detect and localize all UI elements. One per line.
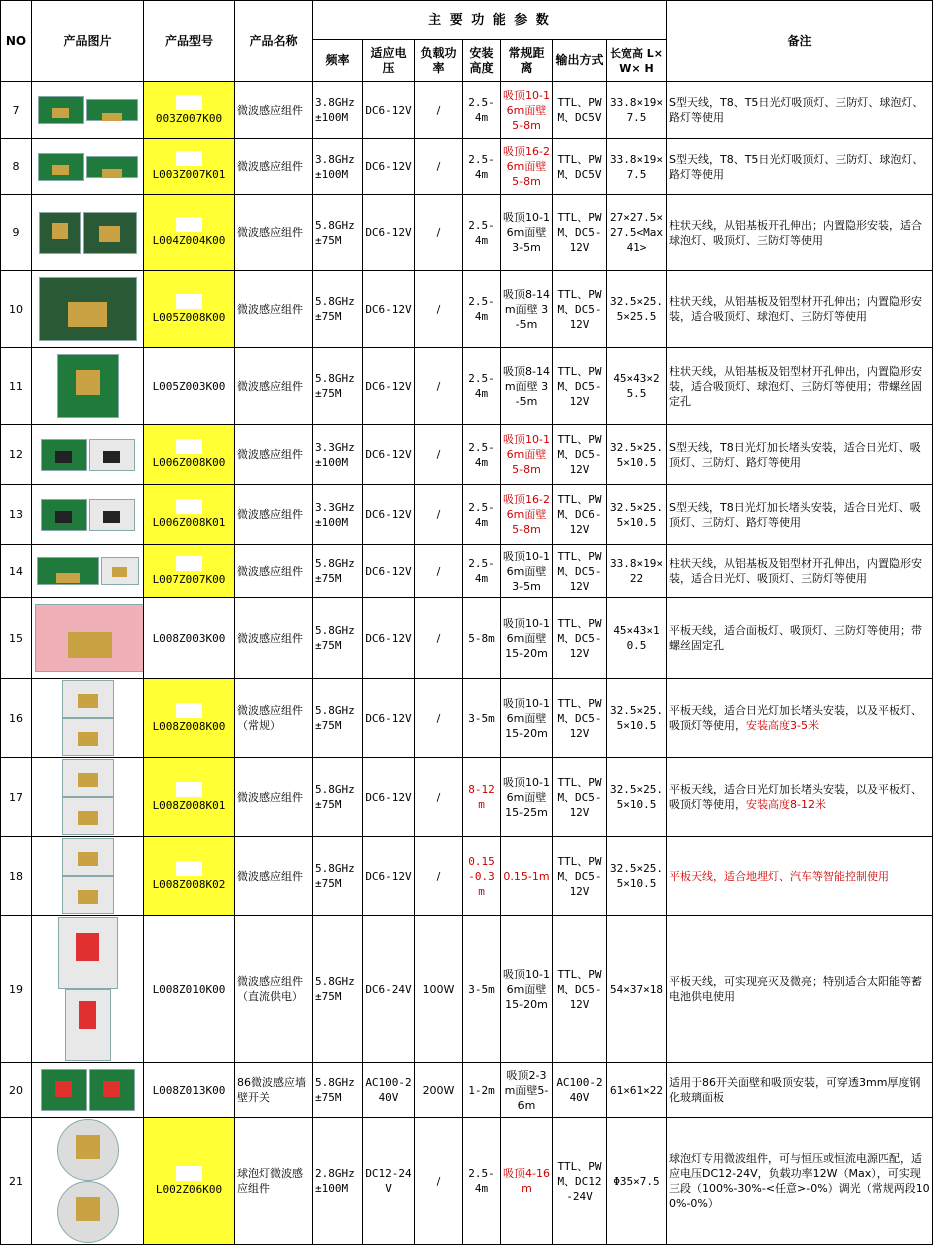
load-power: / [415,679,463,758]
voltage: DC6-12V [363,195,415,271]
install-height: 2.5-4m [463,195,501,271]
pcb-photo [86,156,138,178]
voltage: DC6-12V [363,758,415,837]
model-number: L002Z06K00 [155,1182,223,1196]
header-load: 负载功率 [415,40,463,82]
remark [667,485,933,545]
table-row [1,545,933,598]
load-power: / [415,545,463,598]
output-mode: TTL、PWM、DC5-12V [553,348,607,425]
load-power: / [415,758,463,837]
pcb-photo [101,557,139,585]
pcb-photo [41,439,87,471]
product-image [32,598,144,679]
pcb-photo [62,718,114,756]
output-mode: TTL、PWM、DC5-12V [553,598,607,679]
remark [667,139,933,195]
row-no: 16 [1,679,32,758]
row-no: 10 [1,271,32,348]
pcb-photo [62,876,114,914]
header-name: 产品名称 [235,1,313,82]
model-number: L008Z008K02 [152,877,226,891]
product-name: 微波感应组件 [235,195,313,271]
product-name: 微波感应组件 [235,271,313,348]
install-height: 0.15-0.3m [463,837,501,916]
install-height: 2.5-4m [463,139,501,195]
product-name: 微波感应组件 [235,348,313,425]
frequency: 2.8GHz ±100M [313,1118,363,1245]
install-height: 2.5-4m [463,348,501,425]
model-number: L008Z013K00 [152,1083,226,1097]
install-height: 2.5-4m [463,82,501,139]
model-cell [144,545,235,598]
pcb-photo [62,838,114,876]
detect-distance: 吸顶10-16m面壁 3-5m [501,195,553,271]
frequency: 5.8GHz ±75M [313,348,363,425]
table-row [1,1118,933,1245]
install-height: 8-12m [463,758,501,837]
load-power: / [415,195,463,271]
header-remark: 备注 [667,1,933,82]
load-power: / [415,82,463,139]
detect-distance: 吸顶10-16m面壁 15-20m [501,916,553,1063]
dimensions: 32.5×25.5×10.5 [607,679,667,758]
pcb-photo [83,212,137,254]
remark-highlight: 安装高度3-5米 [746,719,819,732]
header-model: 产品型号 [144,1,235,82]
remark [667,679,933,758]
frequency: 5.8GHz ±75M [313,679,363,758]
detect-distance: 吸顶10-16m面壁 15-25m [501,758,553,837]
pcb-photo [89,499,135,531]
voltage: DC6-12V [363,425,415,485]
product-name: 微波感应组件 [235,425,313,485]
header-main-params: 主 要 功 能 参 数 [313,1,667,40]
table-row [1,679,933,758]
model-number: L008Z008K00 [152,719,226,733]
remark-text: 平板天线，适合面板灯、吸顶灯、三防灯等使用；带螺丝固定孔 [669,624,922,652]
dimensions: 32.5×25.5×10.5 [607,485,667,545]
model-cell [144,82,235,139]
remark-text: 平板天线，适合日光灯加长堵头安装，以及平板灯、吸顶灯等使用， [669,783,922,811]
frequency: 5.8GHz ±75M [313,195,363,271]
table-row [1,348,933,425]
table-row [1,485,933,545]
install-height: 3-5m [463,916,501,1063]
row-no: 15 [1,598,32,679]
model-cell [144,916,235,1063]
remark-text: S型天线，T8、T5日光灯吸顶灯、三防灯、球泡灯、路灯等使用 [669,152,924,181]
remark-text: 柱状天线，从铝基板开孔伸出；内置隐形安装，适合球泡灯、吸顶灯、三防灯等使用 [669,218,922,247]
remark-text: S型天线，T8日光灯加长堵头安装，适合日光灯、吸顶灯、三防灯、路灯等使用 [669,440,921,469]
model-cell [144,1118,235,1245]
dimensions: 32.5×25.5×10.5 [607,425,667,485]
dimensions: 33.8×19×7.5 [607,82,667,139]
frequency: 3.8GHz ±100M [313,82,363,139]
model-number: L006Z008K01 [152,516,226,529]
pcb-photo [58,917,118,989]
row-no: 18 [1,837,32,916]
remark-text: 球泡灯专用微波组件，可与恒压或恒流电源匹配，适应电压DC12-24V，负载功率12W（Max），可实现三段（100%-30%-<任意>-0%）调光（常规两段100%-0%） [669,1152,930,1210]
table-row [1,195,933,271]
frequency: 5.8GHz ±75M [313,598,363,679]
voltage: DC12-24V [363,1118,415,1245]
row-no: 20 [1,1063,32,1118]
table-row [1,837,933,916]
header-voltage: 适应电压 [363,40,415,82]
pcb-photo [62,797,114,835]
model-cell [144,758,235,837]
row-no: 12 [1,425,32,485]
install-height: 2.5-4m [463,271,501,348]
voltage: DC6-24V [363,916,415,1063]
table-row [1,916,933,1063]
detect-distance: 吸顶10-16m面壁 15-20m [501,598,553,679]
pcb-photo [41,499,87,531]
model-number: L003Z007K01 [152,168,226,181]
product-image [32,195,144,271]
product-name: 微波感应组件 [235,545,313,598]
output-mode: TTL、PWM、DC5-12V [553,679,607,758]
dimensions: 33.8×19×22 [607,545,667,598]
model-cell [144,679,235,758]
voltage: DC6-12V [363,82,415,139]
table-row [1,139,933,195]
detect-distance: 吸顶16-26m面壁 5-8m [501,139,553,195]
load-power: / [415,837,463,916]
pcb-photo [62,680,114,718]
model-cell [144,348,235,425]
voltage: DC6-12V [363,598,415,679]
model-number: L008Z010K00 [152,982,226,996]
remark [667,758,933,837]
remark [667,916,933,1063]
output-mode: TTL、PWM、DC6-12V [553,485,607,545]
install-height: 2.5-4m [463,425,501,485]
model-cell [144,195,235,271]
output-mode: TTL、PWM、DC5-12V [553,195,607,271]
product-image [32,82,144,139]
remark [667,425,933,485]
model-cell [144,271,235,348]
product-image [32,271,144,348]
frequency: 3.3GHz ±100M [313,485,363,545]
load-power: / [415,1118,463,1245]
product-image [32,1118,144,1245]
frequency: 3.8GHz ±100M [313,139,363,195]
dimensions: 45×43×25.5 [607,348,667,425]
product-image [32,545,144,598]
product-image [32,485,144,545]
remark-text: 柱状天线，从铝基板及铝型材开孔伸出，内置隐形安装，适合吸顶灯、球泡灯、三防灯等使用；带螺丝固定孔 [669,364,922,408]
voltage: DC6-12V [363,485,415,545]
row-no: 7 [1,82,32,139]
model-number: L008Z008K01 [152,798,226,812]
frequency: 5.8GHz ±75M [313,271,363,348]
remark [667,1118,933,1245]
output-mode: TTL、PWM、DC5-12V [553,271,607,348]
voltage: DC6-12V [363,679,415,758]
product-name: 微波感应组件 [235,82,313,139]
header-image: 产品图片 [32,1,144,82]
pcb-photo [62,759,114,797]
row-no: 8 [1,139,32,195]
install-height: 1-2m [463,1063,501,1118]
table-row [1,598,933,679]
header-distance: 常规距离 [501,40,553,82]
product-name: 微波感应组件 [235,598,313,679]
model-cell [144,425,235,485]
model-number: 003Z007K00 [155,111,223,125]
frequency: 5.8GHz ±75M [313,758,363,837]
row-no: 9 [1,195,32,271]
install-height: 2.5-4m [463,1118,501,1245]
pcb-photo [65,989,111,1061]
detect-distance: 吸顶10-16m面壁 15-20m [501,679,553,758]
pcb-photo [37,557,99,585]
row-no: 19 [1,916,32,1063]
dimensions: 32.5×25.5×25.5 [607,271,667,348]
load-power: / [415,139,463,195]
frequency: 5.8GHz ±75M [313,545,363,598]
pcb-photo [39,277,137,341]
header-freq: 频率 [313,40,363,82]
install-height: 3-5m [463,679,501,758]
pcb-photo [41,1069,87,1111]
output-mode: TTL、PWM、DC5-12V [553,425,607,485]
table-row [1,1063,933,1118]
remark [667,1063,933,1118]
remark [667,271,933,348]
detect-distance: 吸顶2-3m面壁5-6m [501,1063,553,1118]
model-cell [144,837,235,916]
install-height: 2.5-4m [463,545,501,598]
pcb-photo [57,1181,119,1243]
output-mode: AC100-240V [553,1063,607,1118]
model-cell [144,139,235,195]
dimensions: 54×37×18 [607,916,667,1063]
remark-text: 平板天线，可实现亮灭及微亮；特别适合太阳能等蓄电池供电使用 [669,975,922,1003]
load-power: 200W [415,1063,463,1118]
model-cell [144,485,235,545]
product-image [32,1063,144,1118]
output-mode: TTL、PWM、DC5-12V [553,545,607,598]
row-no: 14 [1,545,32,598]
pcb-photo [38,96,84,124]
pcb-photo [57,354,119,418]
model-cell [144,598,235,679]
output-mode: TTL、PWM、DC5V [553,82,607,139]
dimensions: 27×27.5×27.5<Max41> [607,195,667,271]
remark-text: 平板天线，适合日光灯加长堵头安装，以及平板灯、吸顶灯等使用， [669,704,922,732]
product-image [32,758,144,837]
voltage: DC6-12V [363,545,415,598]
model-number: L007Z007K00 [152,572,226,586]
frequency: 5.8GHz ±75M [313,837,363,916]
row-no: 21 [1,1118,32,1245]
load-power: / [415,598,463,679]
detect-distance: 吸顶4-16m [501,1118,553,1245]
product-name: 微波感应组件 [235,485,313,545]
model-cell [144,1063,235,1118]
row-no: 17 [1,758,32,837]
detect-distance: 吸顶8-14m面壁 3-5m [501,348,553,425]
remark [667,837,933,916]
voltage: DC6-12V [363,139,415,195]
header-output: 输出方式 [553,40,607,82]
remark [667,195,933,271]
detect-distance: 吸顶10-16m面壁 3-5m [501,545,553,598]
output-mode: TTL、PWM、DC5V [553,139,607,195]
remark [667,82,933,139]
detect-distance: 吸顶8-14m面壁 3-5m [501,271,553,348]
dimensions: Φ35×7.5 [607,1118,667,1245]
pcb-photo [35,604,144,672]
header-height: 安装高度 [463,40,501,82]
product-name: 微波感应组件 [235,758,313,837]
row-no: 11 [1,348,32,425]
table-row [1,271,933,348]
table-row [1,425,933,485]
model-number: L006Z008K00 [152,456,226,469]
voltage: DC6-12V [363,348,415,425]
model-number: L008Z003K00 [152,631,226,645]
pcb-photo [57,1119,119,1181]
voltage: AC100-240V [363,1063,415,1118]
dimensions: 32.5×25.5×10.5 [607,758,667,837]
remark-text: 柱状天线，从铝基板及铝型材开孔伸出，内置隐形安装，适合日光灯、吸顶灯、三防灯等使用 [669,557,922,585]
product-name: 微波感应组件（常规） [235,679,313,758]
detect-distance: 吸顶16-26m面壁 5-8m [501,485,553,545]
dimensions: 61×61×22 [607,1063,667,1118]
load-power: / [415,425,463,485]
model-number: L004Z004K00 [152,234,226,247]
table-row [1,82,933,139]
voltage: DC6-12V [363,837,415,916]
frequency: 3.3GHz ±100M [313,425,363,485]
install-height: 2.5-4m [463,485,501,545]
detect-distance: 吸顶10-16m面壁 5-8m [501,425,553,485]
remark [667,598,933,679]
product-image [32,679,144,758]
model-number: L005Z003K00 [152,379,226,393]
product-image [32,348,144,425]
product-name: 微波感应组件（直流供电） [235,916,313,1063]
pcb-photo [38,153,84,181]
header-no: NO [1,1,32,82]
row-no: 13 [1,485,32,545]
remark [667,348,933,425]
output-mode: TTL、PWM、DC5-12V [553,916,607,1063]
table-row [1,758,933,837]
product-image [32,425,144,485]
product-image [32,916,144,1063]
load-power: / [415,271,463,348]
product-name: 微波感应组件 [235,837,313,916]
load-power: 100W [415,916,463,1063]
detect-distance: 吸顶10-16m面壁 5-8m [501,82,553,139]
product-name: 微波感应组件 [235,139,313,195]
load-power: / [415,485,463,545]
dimensions: 32.5×25.5×10.5 [607,837,667,916]
frequency: 5.8GHz ±75M [313,916,363,1063]
remark-highlight: 安装高度8-12米 [746,798,826,811]
pcb-photo [89,439,135,471]
product-image [32,139,144,195]
remark-text: 柱状天线，从铝基板及铝型材开孔伸出；内置隐形安装，适合吸顶灯、球泡灯、三防灯等使用 [669,295,922,323]
voltage: DC6-12V [363,271,415,348]
output-mode: TTL、PWM、DC5-12V [553,758,607,837]
pcb-photo [39,212,81,254]
remark-text: S型天线，T8、T5日光灯吸顶灯、三防灯、球泡灯、路灯等使用 [669,96,924,124]
remark-text: S型天线，T8日光灯加长堵头安装，适合日光灯、吸顶灯、三防灯、路灯等使用 [669,500,921,529]
detect-distance: 0.15-1m [501,837,553,916]
product-name: 球泡灯微波感应组件 [235,1118,313,1245]
header-size: 长宽高 L×W× H [607,40,667,82]
dimensions: 33.8×19×7.5 [607,139,667,195]
dimensions: 45×43×10.5 [607,598,667,679]
load-power: / [415,348,463,425]
product-image [32,837,144,916]
output-mode: TTL、PWM、DC12-24V [553,1118,607,1245]
output-mode: TTL、PWM、DC5-12V [553,837,607,916]
remark [667,545,933,598]
frequency: 5.8GHz ±75M [313,1063,363,1118]
remark-text: 适用于86开关面壁和吸顶安装，可穿透3mm厚度钢化玻璃面板 [669,1076,921,1104]
remark-highlight: 平板天线，适合地埋灯、汽车等智能控制使用 [669,869,889,883]
pcb-photo [86,99,138,121]
pcb-photo [89,1069,135,1111]
install-height: 5-8m [463,598,501,679]
model-number: L005Z008K00 [152,310,226,324]
product-name: 86微波感应墙壁开关 [235,1063,313,1118]
